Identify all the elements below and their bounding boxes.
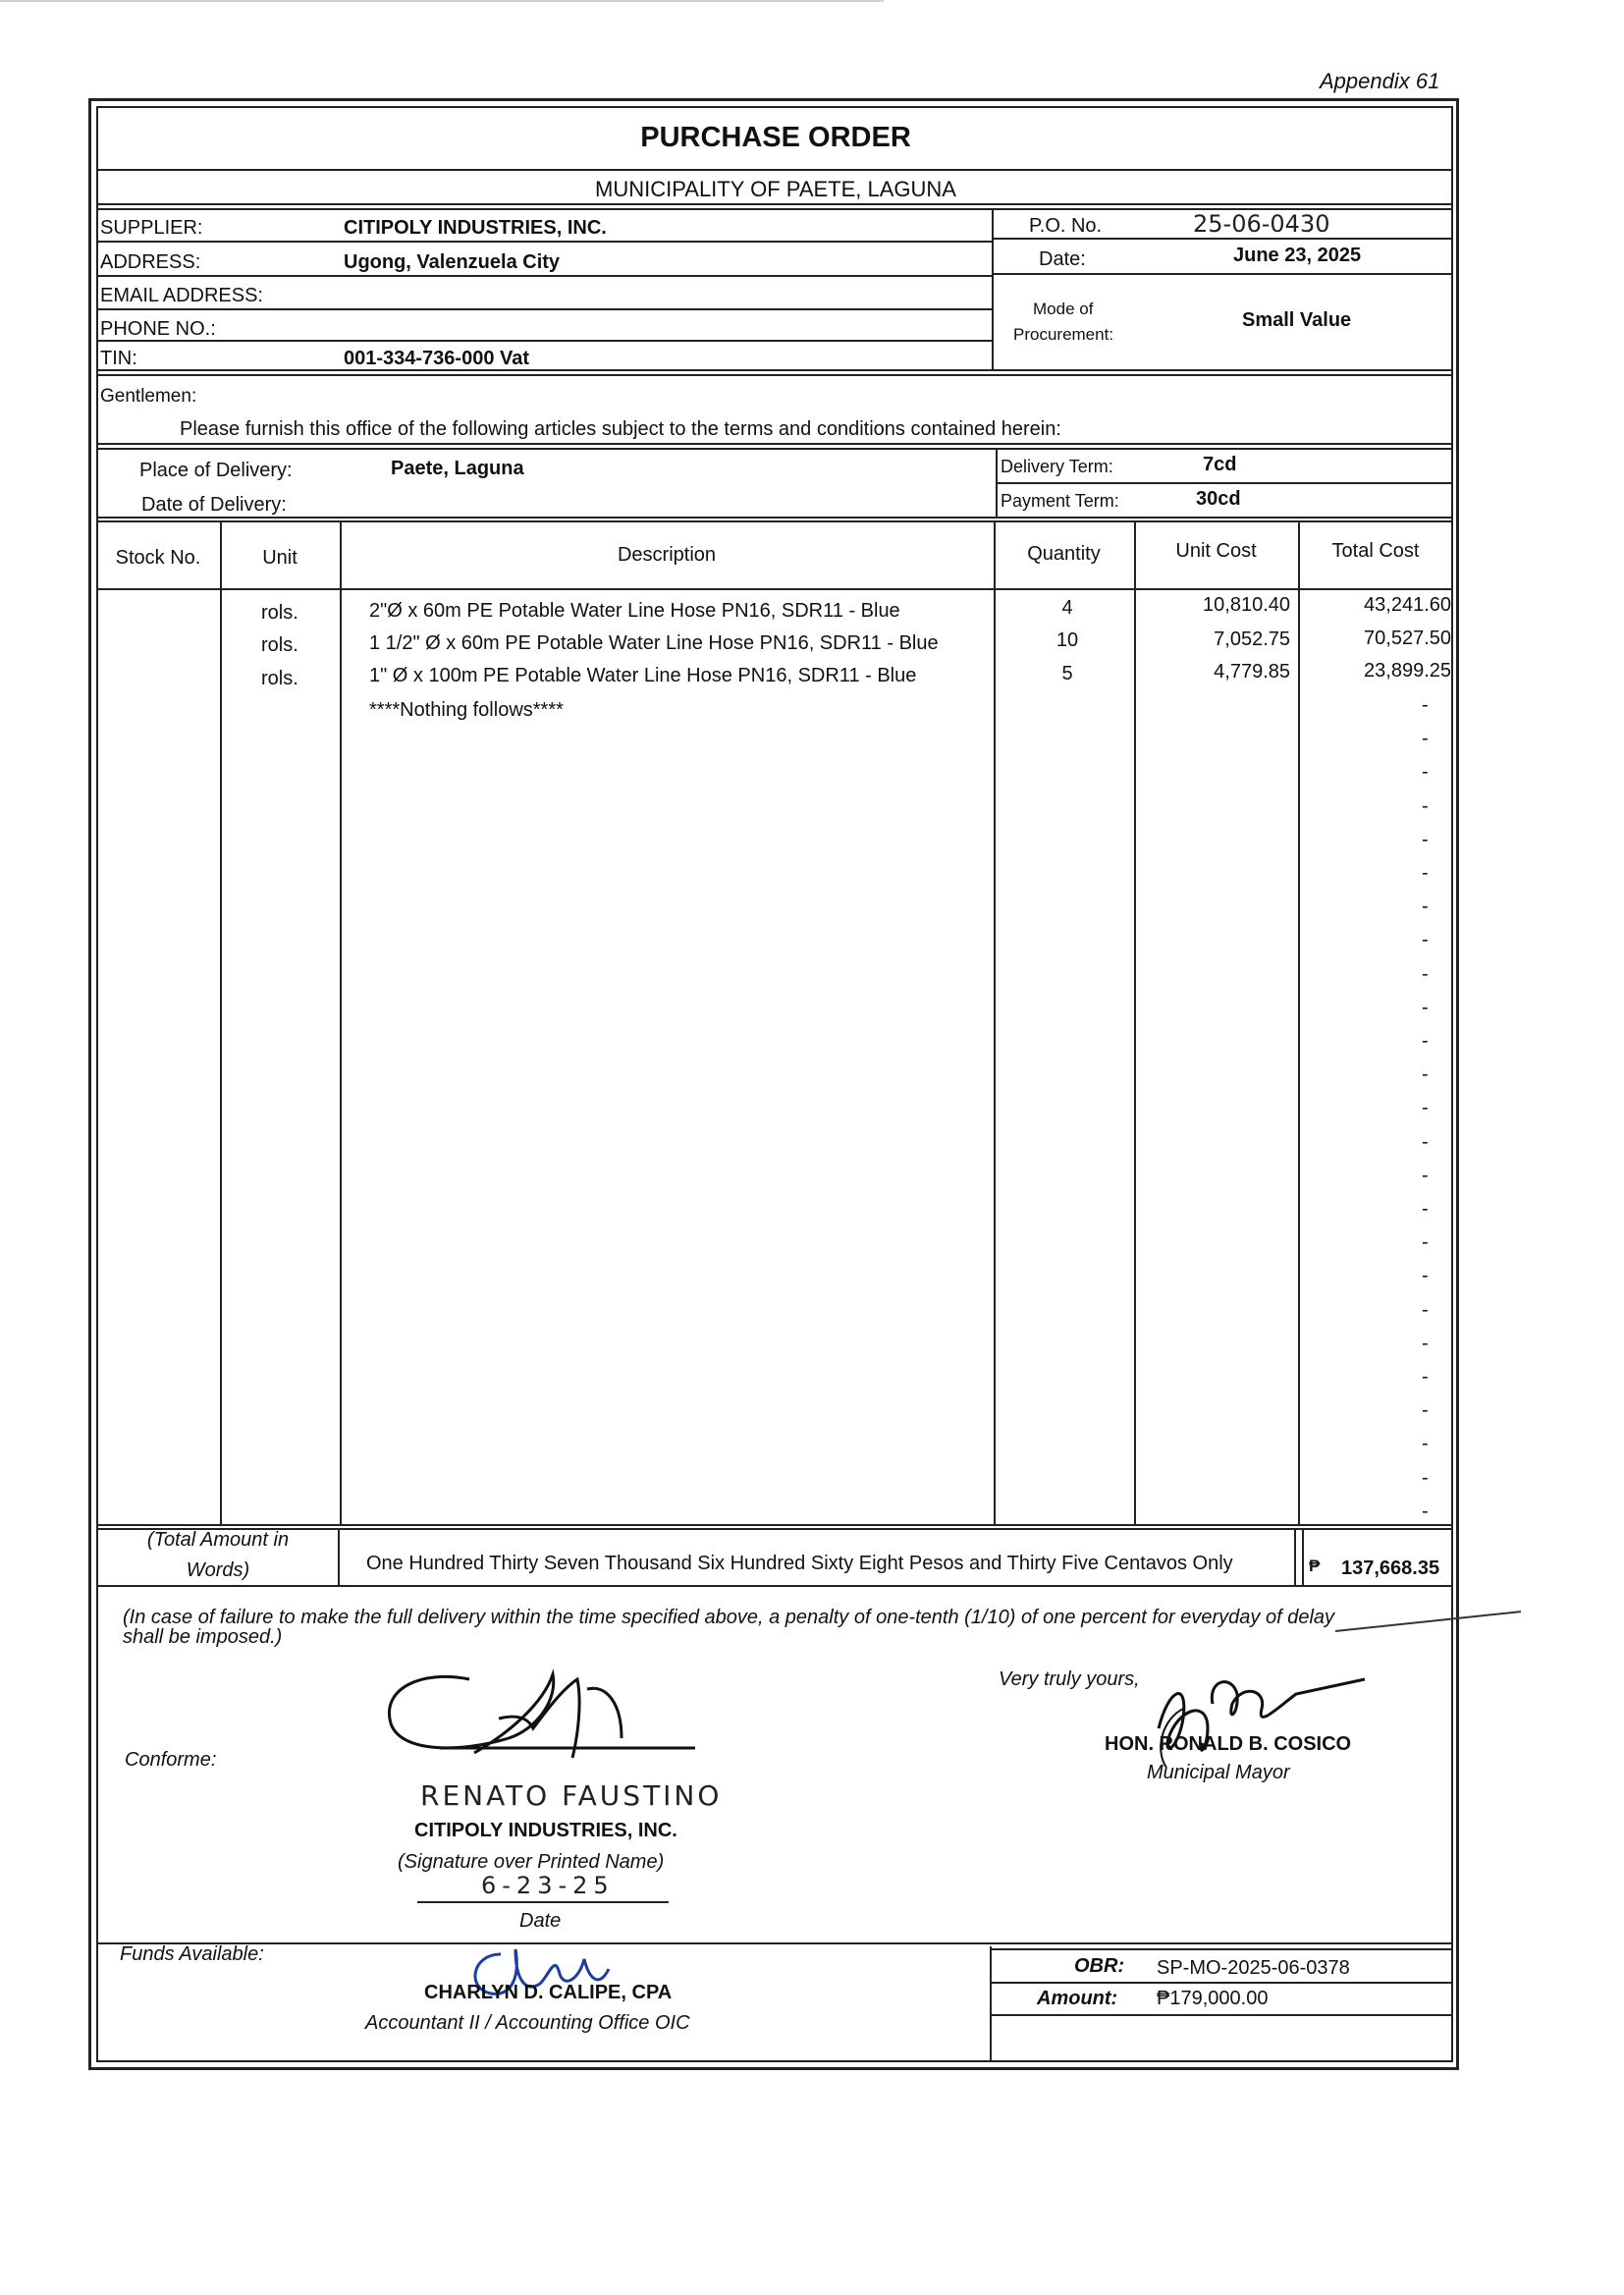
- payment-term-value: 30cd: [1196, 488, 1241, 510]
- gentlemen-label: Gentlemen:: [100, 386, 197, 407]
- signature-caption: (Signature over Printed Name): [398, 1851, 665, 1873]
- conforme-date-value: 6-23-25: [481, 1872, 615, 1899]
- empty-row-dash: -: [1422, 1198, 1429, 1220]
- date-of-delivery-label: Date of Delivery:: [141, 494, 287, 516]
- supplier-label: SUPPLIER:: [100, 217, 203, 239]
- empty-row-dash: -: [1422, 1433, 1429, 1455]
- obr-label: OBR:: [1074, 1955, 1125, 1977]
- row-1-quantity: 4: [1061, 597, 1073, 619]
- empty-row-dash: -: [1422, 1399, 1429, 1422]
- empty-row-dash: -: [1422, 896, 1429, 918]
- empty-row-dash: -: [1422, 996, 1429, 1018]
- mode-label-line2: Procurement:: [1013, 325, 1114, 344]
- penalty-text-line2: shall be imposed.): [123, 1626, 283, 1648]
- phone-label: PHONE NO.:: [100, 318, 216, 340]
- row-3-total-cost: 23,899.25: [1364, 660, 1451, 682]
- signatory-position: Municipal Mayor: [1147, 1762, 1290, 1783]
- row-3-quantity: 5: [1061, 663, 1073, 684]
- payment-term-label: Payment Term:: [1001, 491, 1119, 511]
- place-of-delivery-label: Place of Delivery:: [139, 460, 293, 481]
- accountant-position: Accountant II / Accounting Office OIC: [365, 2012, 690, 2034]
- empty-row-dash: -: [1422, 1231, 1429, 1254]
- row-1-total-cost: 43,241.60: [1364, 594, 1451, 616]
- conforme-company: CITIPOLY INDUSTRIES, INC.: [414, 1820, 677, 1841]
- empty-row-dash: -: [1422, 1500, 1429, 1522]
- email-label: EMAIL ADDRESS:: [100, 285, 263, 306]
- empty-row-dash: -: [1422, 794, 1429, 817]
- conforme-printed-name: RENATO FAUSTINO: [420, 1779, 723, 1812]
- currency-symbol: ₱: [1309, 1557, 1321, 1575]
- accountant-name: CHARLYN D. CALIPE, CPA: [424, 1982, 673, 2003]
- row-2-description: 1 1/2" Ø x 60m PE Potable Water Line Hose PN16, SDR11 - Blue: [369, 632, 939, 654]
- total-amount: 137,668.35: [1341, 1557, 1440, 1579]
- obr-value: SP-MO-2025-06-0378: [1157, 1957, 1350, 1979]
- col-header-quantity: Quantity: [1027, 543, 1101, 565]
- empty-row-dash: -: [1422, 862, 1429, 884]
- row-2-unit: rols.: [261, 634, 298, 656]
- appendix-label: Appendix 61: [1320, 69, 1440, 93]
- empty-row-dash: -: [1422, 1332, 1429, 1354]
- col-header-total-cost: Total Cost: [1331, 540, 1420, 562]
- empty-row-dash: -: [1422, 1097, 1429, 1120]
- row-1-description: 2"Ø x 60m PE Potable Water Line Hose PN16, SDR11 - Blue: [369, 600, 900, 622]
- date-label: Date:: [1039, 248, 1086, 270]
- empty-row-dash: -: [1422, 728, 1429, 750]
- supplier-value: CITIPOLY INDUSTRIES, INC.: [344, 217, 607, 239]
- empty-row-dash: -: [1422, 1466, 1429, 1489]
- page-title: PURCHASE ORDER: [640, 122, 911, 153]
- empty-row-dash: -: [1422, 929, 1429, 952]
- conforme-label: Conforme:: [125, 1749, 217, 1771]
- amount-label: Amount:: [1037, 1988, 1118, 2009]
- closing-text: Very truly yours,: [999, 1668, 1140, 1690]
- date-value: June 23, 2025: [1233, 245, 1362, 266]
- empty-row-dash: -: [1422, 1130, 1429, 1153]
- empty-row-dash: -: [1422, 761, 1429, 784]
- tin-label: TIN:: [100, 348, 137, 369]
- empty-row-dash: -: [1422, 1298, 1429, 1321]
- place-of-delivery-value: Paete, Laguna: [391, 458, 524, 479]
- conforme-date-label: Date: [519, 1910, 562, 1932]
- total-amount-in-words: One Hundred Thirty Seven Thousand Six Hundred Sixty Eight Pesos and Thirty Five Centavos Only: [366, 1553, 1233, 1574]
- empty-row-dash: -: [1422, 828, 1429, 850]
- address-label: ADDRESS:: [100, 251, 201, 273]
- amount-value: ₱179,000.00: [1157, 1988, 1269, 2009]
- supplier-signature: [381, 1660, 705, 1787]
- nothing-follows: ****Nothing follows****: [369, 699, 564, 721]
- mode-label-line1: Mode of: [1033, 300, 1094, 318]
- row-1-unit-cost: 10,810.40: [1203, 594, 1290, 616]
- col-header-description: Description: [617, 544, 717, 566]
- empty-row-dash: -: [1422, 1064, 1429, 1086]
- empty-row-dash: -: [1422, 1265, 1429, 1287]
- row-2-total-cost: 70,527.50: [1364, 628, 1451, 649]
- empty-row-dash: -: [1422, 1164, 1429, 1186]
- delivery-term-label: Delivery Term:: [1001, 457, 1113, 476]
- empty-row-dash: -: [1422, 1366, 1429, 1388]
- signatory-name: HON. RONALD B. COSICO: [1105, 1733, 1352, 1755]
- total-words-label-line1: (Total Amount in: [146, 1529, 290, 1551]
- row-3-unit: rols.: [261, 668, 298, 689]
- row-1-unit: rols.: [261, 602, 298, 624]
- row-3-description: 1" Ø x 100m PE Potable Water Line Hose PN16, SDR11 - Blue: [369, 665, 917, 686]
- penalty-text-line1: (In case of failure to make the full delivery within the time specified above, a penalty of one-tenth (1/10) of one percent for everyday of delay: [123, 1607, 1335, 1628]
- po-no-value: 25-06-0430: [1193, 210, 1330, 238]
- po-no-label: P.O. No.: [1029, 215, 1103, 237]
- tin-value: 001-334-736-000 Vat: [344, 348, 530, 369]
- row-3-unit-cost: 4,779.85: [1214, 661, 1290, 683]
- funds-available-label: Funds Available:: [120, 1943, 264, 1965]
- delivery-term-value: 7cd: [1203, 454, 1237, 475]
- total-words-label-line2: Words): [186, 1559, 250, 1581]
- empty-row-dash: -: [1422, 1030, 1429, 1052]
- empty-row-dash: -: [1422, 962, 1429, 985]
- row-2-unit-cost: 7,052.75: [1214, 628, 1290, 650]
- mode-value: Small Value: [1242, 309, 1352, 331]
- scan-mark: [0, 0, 884, 2]
- col-header-stock-no: Stock No.: [115, 547, 201, 569]
- col-header-unit-cost: Unit Cost: [1175, 540, 1257, 562]
- row-2-quantity: 10: [1056, 629, 1079, 651]
- col-header-unit: Unit: [262, 547, 298, 569]
- municipality-name: MUNICIPALITY OF PAETE, LAGUNA: [595, 177, 956, 201]
- instruction-text: Please furnish this office of the following articles subject to the terms and conditions contained herein:: [180, 418, 1061, 440]
- address-value: Ugong, Valenzuela City: [344, 251, 561, 273]
- empty-row-dash: -: [1422, 694, 1429, 716]
